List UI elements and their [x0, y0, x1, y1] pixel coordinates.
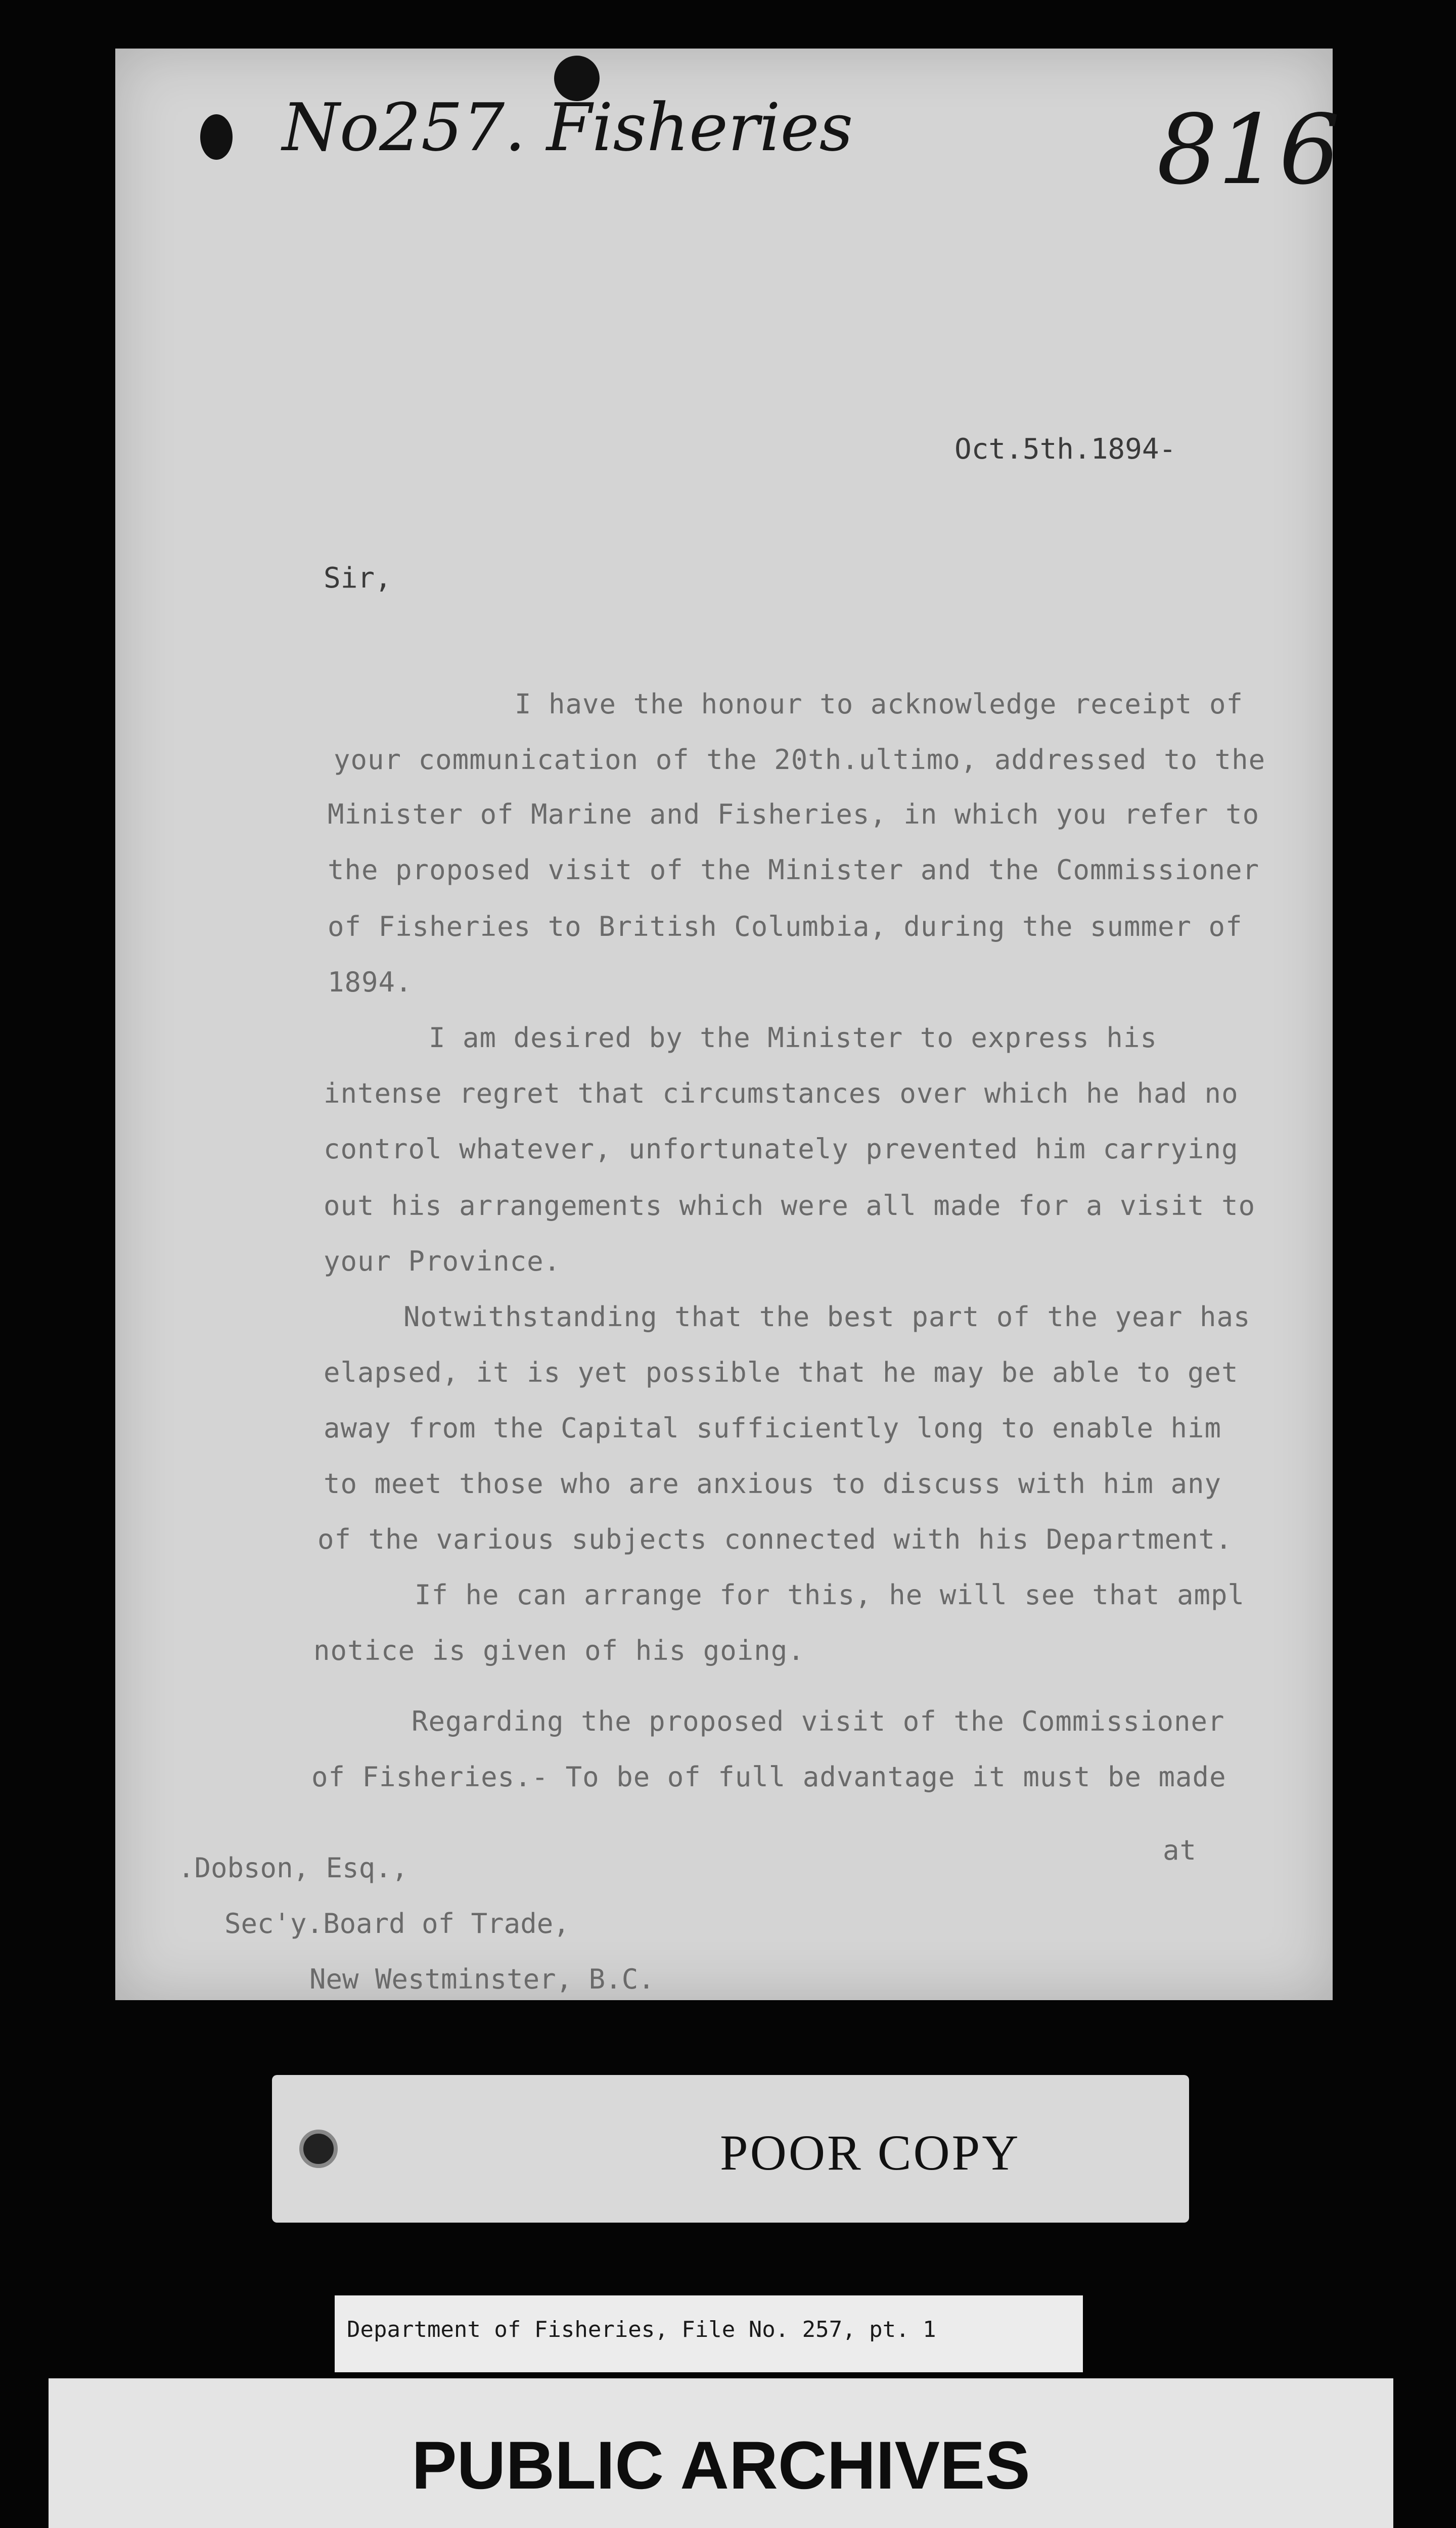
body-line: 1894. — [328, 966, 413, 998]
grommet-icon — [299, 2130, 338, 2168]
body-line: at — [1163, 1834, 1197, 1866]
body-line: I am desired by the Minister to express his — [429, 1022, 1157, 1054]
page-number: 816 — [1157, 94, 1340, 206]
salutation: Sir, — [324, 562, 392, 595]
body-line: elapsed, it is yet possible that he may be able to get — [324, 1357, 1239, 1388]
body-line: control whatever, unfortunately prevented him carrying — [324, 1133, 1239, 1165]
body-line: Regarding the proposed visit of the Commissioner — [412, 1705, 1225, 1737]
addressee-line: .Dobson, Esq., — [178, 1852, 408, 1884]
body-line: of Fisheries to British Columbia, during the summer of — [328, 911, 1243, 942]
body-line: the proposed visit of the Minister and the Commissioner — [328, 854, 1260, 886]
body-line: away from the Capital sufficiently long to enable him — [324, 1412, 1222, 1444]
body-line: to meet those who are anxious to discuss with him any — [324, 1468, 1222, 1500]
body-line: Minister of Marine and Fisheries, in which you refer to — [328, 798, 1260, 830]
addressee-line: New Westminster, B.C. — [309, 1963, 655, 1995]
poor-copy-tag — [272, 2075, 1189, 2223]
file-reference-label — [335, 2295, 1083, 2372]
file-reference-text: Department of Fisheries, File No. 257, pt. 1 — [347, 2317, 936, 2342]
file-note: No257. Fisheries — [282, 89, 853, 166]
letter-page — [115, 49, 1340, 2000]
punch-hole — [200, 114, 233, 160]
body-line: If he can arrange for this, he will see that ampl — [415, 1579, 1245, 1611]
archives-line-english: PUBLIC ARCHIVES — [412, 2428, 1030, 2503]
body-line: of Fisheries.- To be of full advantage it must be made — [311, 1761, 1226, 1793]
body-line: of the various subjects connected with his Department. — [317, 1523, 1233, 1555]
poor-copy-label: POOR COPY — [720, 2125, 1021, 2181]
letter-date: Oct.5th.1894- — [954, 433, 1176, 466]
body-line: your Province. — [324, 1245, 561, 1277]
body-line: notice is given of his going. — [313, 1635, 805, 1666]
body-line: intense regret that circumstances over which he had no — [324, 1077, 1239, 1109]
body-line: out his arrangements which were all made for a visit to — [324, 1190, 1256, 1222]
body-line: Notwithstanding that the best part of the year has — [403, 1301, 1251, 1333]
body-line: I have the honour to acknowledge receipt of — [515, 688, 1243, 720]
body-line: your communication of the 20th.ultimo, addressed to the — [334, 744, 1266, 776]
archives-stamp — [49, 2378, 1393, 2528]
addressee-line: Sec'y.Board of Trade, — [224, 1908, 570, 1939]
